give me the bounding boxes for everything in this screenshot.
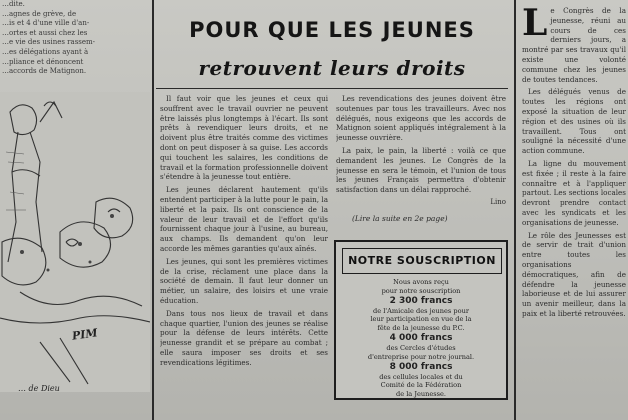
right-column bbox=[522, 6, 626, 416]
column-rule bbox=[152, 0, 154, 420]
subscription-line: de l'Amicale des jeunes pour bbox=[372, 306, 469, 315]
article-paragraph: Il faut voir que les jeunes et ceux qui souffrent avec le travail ouvrier ne peuvent être laissés plus longtemps à l'écart. Ils sont prêts à revendiquer leurs droits, et ne doivent plus être traités comme des victimes dont on peut disposer à sa guise. Les accords qui touchent les salaires, les conditions de travail et la formation professionnelle doivent s'étendre à la jeunesse tout entière. bbox=[160, 94, 328, 182]
left-column bbox=[0, 0, 150, 420]
subscription-title: NOTRE SOUSCRIPTION bbox=[342, 248, 502, 274]
cartoon-signature: PIM bbox=[71, 326, 99, 343]
left-line: …agnes de grève, de bbox=[2, 9, 77, 18]
subscription-body bbox=[344, 278, 498, 399]
left-column-text bbox=[2, 0, 148, 92]
article-paragraph: La paix, le pain, la liberté : voilà ce que demandent les jeunes. Le Congrès de la jeunesse en sera le témoin, et l'union de tous les jeunes Français permettra d'obtenir satisfaction dans un délai rapproché. bbox=[336, 145, 506, 195]
subscription-amount: 2 300 francs bbox=[389, 295, 453, 306]
right-paragraph: Les délégués venus de toutes les régions ont exposé la situation de leur région et des usines où ils travaillent. Tous ont souligné la nécessité d'une action commune. bbox=[522, 87, 626, 156]
headline-main: POUR QUE LES JEUNES bbox=[189, 18, 475, 42]
subscription-line: leur participation en vue de la bbox=[370, 315, 472, 324]
continued-note: (Lire la suite en 2e page) bbox=[352, 214, 448, 223]
column-rule bbox=[514, 0, 516, 420]
article-paragraph: Les jeunes déclarent hautement qu'ils entendent participer à la lutte pour le pain, la liberté et la paix. Ils ont conscience de la valeur de leur travail et de l'effort qu'ils fournissent chaque jour à l'usine, au bureau, aux champs. Ils demandent qu'on leur accorde les mêmes garanties qu'aux aînés. bbox=[160, 185, 328, 253]
article-paragraph: Les revendications des jeunes doivent être soutenues par tous les travailleurs. Avec nos délégués, nous exigeons que les accords de Matignon soient appliqués intégralement à la jeunesse ouvrière. bbox=[336, 94, 506, 143]
article-byline: Lino bbox=[490, 197, 506, 206]
right-paragraph: e Congrès de la jeunesse, réuni au cours de ces derniers jours, a montré par ses travaux qu'il existe une volonté commune chez les jeunes de toutes tendances. bbox=[522, 6, 626, 84]
left-line: …accords de Matignon. bbox=[2, 67, 87, 76]
drop-cap: L bbox=[522, 6, 548, 44]
subscription-line: d'entreprise pour notre journal. bbox=[367, 352, 475, 361]
left-line: …es délégations ayant à bbox=[2, 47, 89, 56]
subscription-line: pour notre souscription bbox=[381, 286, 461, 295]
cartoon-illustration bbox=[0, 92, 150, 392]
subscription-box bbox=[334, 240, 508, 400]
cartoon-caption: … de Dieu bbox=[18, 384, 60, 393]
article-paragraph: Dans tous nos lieux de travail et dans chaque quartier, l'union des jeunes se réalise pour la défense de leurs intérêts. Cette jeunesse grandit et se prépare au combat ; elle saura imposer ses droits et ses revendications légitimes. bbox=[160, 308, 328, 367]
left-line: …ortes et aussi chez les bbox=[2, 28, 88, 37]
left-line: …pliance et dénoncent bbox=[2, 57, 84, 66]
article-column-b bbox=[336, 94, 506, 210]
subscription-line: Comité de la Fédération bbox=[380, 381, 462, 390]
article-column-a bbox=[160, 94, 328, 412]
subscription-line: Nous avons reçu bbox=[393, 278, 449, 286]
subscription-line: fête de la jeunesse du P.C. bbox=[377, 324, 465, 333]
subscription-line: des cellules locales et du bbox=[379, 372, 463, 381]
subscription-line: des Cercles d'études bbox=[386, 343, 456, 352]
right-paragraph: La ligne du mouvement est fixée ; il reste à la faire connaître et à l'appliquer partout. Les sections locales devront prendre contact avec les syndicats et les organisations de jeunesse. bbox=[522, 158, 626, 227]
right-paragraph: Le rôle des Jeunesses est de servir de trait d'union entre toutes les organisations démocratiques, afin de défendre la jeunesse laborieuse et de lui assurer un avenir meilleur, dans la paix et la liberté retrouvées. bbox=[522, 230, 626, 318]
headline-block bbox=[156, 6, 508, 89]
subscription-line: de la Jeunesse. bbox=[395, 390, 447, 399]
article-paragraph: Les jeunes, qui sont les premières victimes de la crise, réclament une place dans la société de demain. Il faut leur donner un métier, un salaire, des loisirs et une vraie éducation. bbox=[160, 256, 328, 305]
left-line: …e vie des usines rassem- bbox=[2, 38, 96, 47]
subscription-amount: 8 000 francs bbox=[389, 361, 453, 372]
left-line: …is et 4 d'une ville d'an- bbox=[2, 19, 90, 28]
headline-sub: retrouvent leurs droits bbox=[198, 56, 466, 80]
subscription-amount: 4 000 francs bbox=[389, 332, 453, 343]
left-line: …dite. bbox=[2, 0, 25, 8]
